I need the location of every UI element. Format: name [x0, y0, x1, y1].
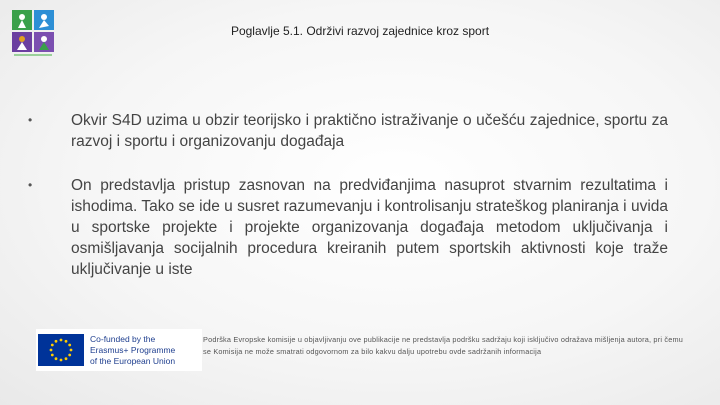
bullet-marker: • [28, 113, 33, 127]
erasmus-logo [36, 329, 202, 371]
bullet-item [28, 175, 668, 280]
bullet-text: On predstavlja pristup zasnovan na predviđanjima nasuprot stvarnim rezultatima i ishodima. Tako se ide u susret razumevanju i kontrolisanju strateškog planiranja i uvida u sportske projekte i projekte organizovanja događaja metodom uključivanja i osmišljavanja socijalnih procedura kreiranih putem sportskih aktivnosti koje traže uključivanje u iste [71, 177, 668, 278]
erasmus-caption [90, 334, 175, 367]
bullet-marker: • [28, 178, 33, 192]
bullet-list [28, 110, 668, 303]
disclaimer-text: Podrška Evropske komisije u objavljivanju ove publikacije ne predstavlja podršku sadržaju koji isključivo odražava mišljenja autora, pri čemu se Komisija ne može smatrati odgovornom za bilo kakvu dalju upotrebu ovde sadržanih informacija [203, 335, 684, 356]
erasmus-line-1: Co-funded by the [90, 333, 156, 344]
eu-flag-icon [38, 334, 84, 366]
erasmus-line-2: Erasmus+ Programme [90, 344, 176, 355]
slide-title: Poglavlje 5.1. Održivi razvoj zajednice kroz sport [230, 24, 490, 38]
bullet-item [28, 110, 668, 152]
bullet-text: Okvir S4D uzima u obzir teorijsko i praktično istraživanje o učešću zajednice, sportu za razvoj i sportu i organizovanju događaja [71, 112, 668, 150]
erasmus-line-3: of the European Union [90, 355, 176, 366]
